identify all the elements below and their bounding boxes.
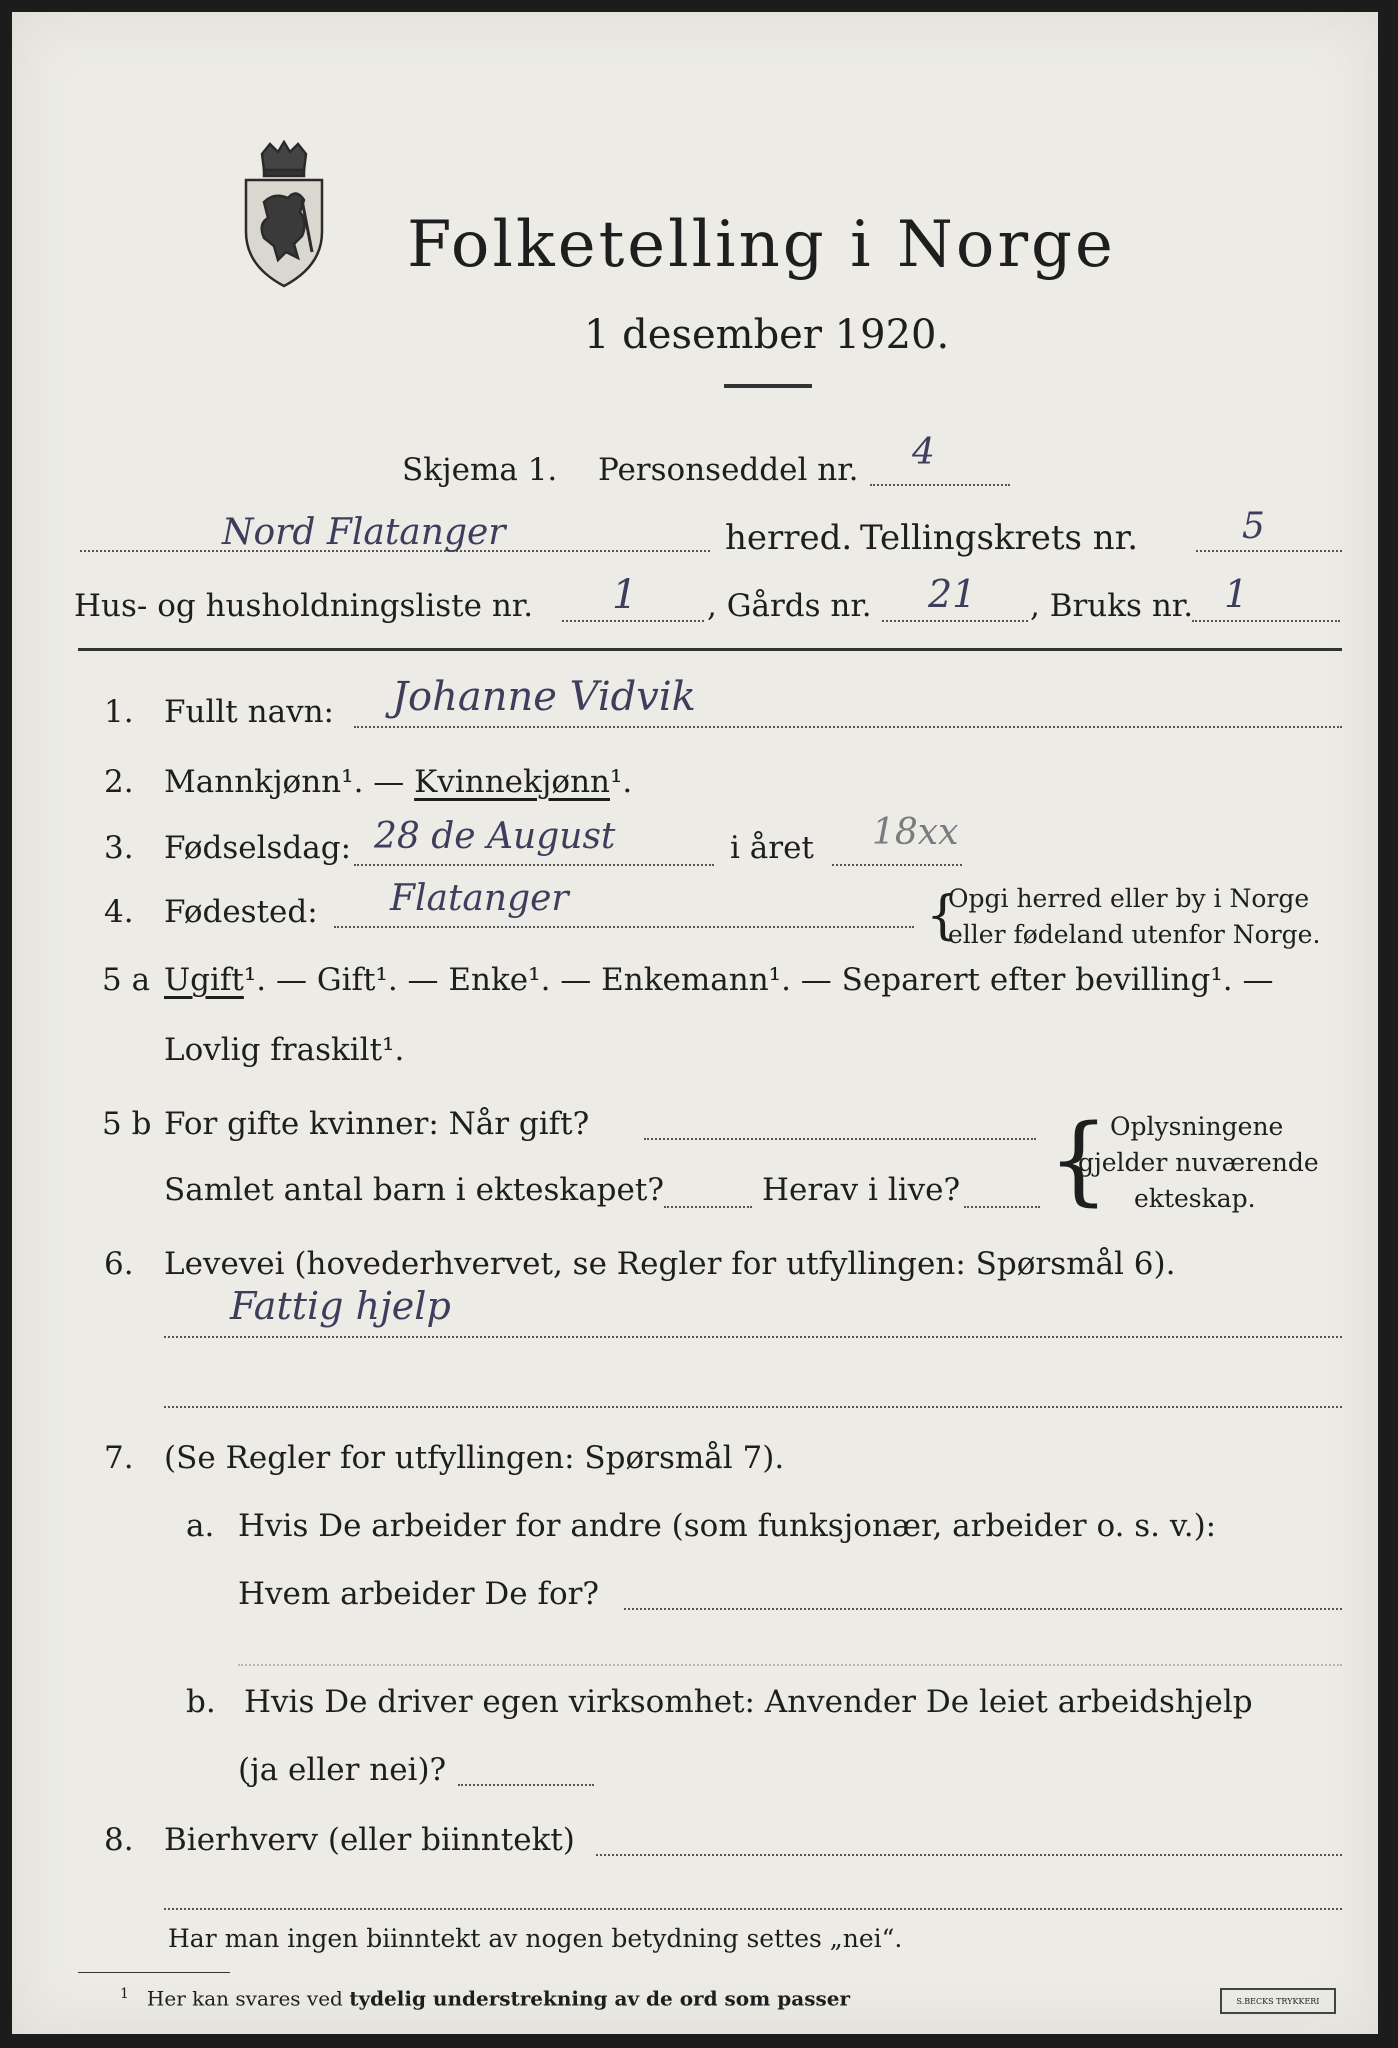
husliste-field[interactable]	[562, 620, 704, 622]
herred-label: herred.	[725, 518, 853, 558]
birthplace-field[interactable]	[334, 926, 914, 928]
title-divider	[724, 384, 812, 388]
footnote-text-bold: tydelig understrekning av de ord som passer	[349, 1986, 850, 2011]
full-name-value: Johanne Vidvik	[392, 674, 696, 720]
side-income-field-2[interactable]	[164, 1908, 1342, 1910]
q5b-note-2: gjelder nuværende	[1078, 1148, 1319, 1177]
bruks-value: 1	[1224, 572, 1249, 616]
bruks-label: , Bruks nr.	[1030, 588, 1194, 624]
tellingskrets-value: 5	[1242, 506, 1265, 547]
occupation-field-1[interactable]	[164, 1336, 1342, 1338]
q2-number: 2.	[104, 764, 134, 800]
q8-number: 8.	[104, 1822, 134, 1858]
full-name-field[interactable]	[354, 726, 1342, 728]
birthday-field[interactable]	[354, 864, 714, 866]
q1-number: 1.	[104, 694, 134, 730]
q4-label: Fødested:	[164, 894, 318, 930]
q5b-note-1: Oplysningene	[1110, 1112, 1284, 1141]
q5b-note-3: ekteskap.	[1134, 1184, 1256, 1213]
birthplace-value: Flatanger	[390, 878, 569, 919]
employer-field-2[interactable]	[238, 1664, 1342, 1666]
husliste-value: 1	[612, 572, 638, 618]
footer-note: Har man ingen biinntekt av nogen betydning settes „nei“.	[168, 1924, 903, 1953]
schema-label: Skjema 1.	[402, 452, 558, 488]
gards-value: 21	[928, 572, 977, 616]
married-date-field[interactable]	[644, 1138, 1036, 1140]
year-label: i året	[730, 830, 814, 866]
q5a-number: 5 a	[102, 962, 151, 998]
footnote-number: 1	[120, 1986, 129, 2002]
q7-number: 7.	[104, 1440, 134, 1476]
q7b-number: b.	[186, 1684, 216, 1720]
tellingskrets-label: Tellingskrets nr.	[860, 518, 1139, 558]
occupation-field-2[interactable]	[164, 1406, 1342, 1408]
q5b-line-2a: Samlet antal barn i ekteskapet?	[164, 1172, 664, 1208]
q1-label: Fullt navn:	[164, 694, 334, 730]
q5b-line-2b: Herav i live?	[762, 1172, 961, 1208]
marital-divorced-option[interactable]: Lovlig fraskilt¹.	[164, 1032, 405, 1068]
printer-stamp	[1220, 1988, 1336, 2014]
gender-footnote-mark: ¹.	[610, 764, 633, 800]
q6-number: 6.	[104, 1246, 134, 1282]
birthday-value: 28 de August	[374, 816, 616, 857]
husliste-label: Hus- og husholdningsliste nr.	[74, 588, 534, 624]
q8-label: Bierhverv (eller biinntekt)	[164, 1822, 575, 1858]
gender-female-option[interactable]: Kvinnekjønn	[414, 764, 610, 800]
gards-label: , Gårds nr.	[707, 588, 872, 624]
q7a-number: a.	[186, 1508, 215, 1544]
occupation-value: Fattig hjelp	[230, 1284, 451, 1328]
q7b-line-2: (ja eller nei)?	[238, 1752, 447, 1788]
personseddel-value: 4	[912, 432, 935, 473]
birthplace-bracket: {	[926, 886, 960, 946]
footnote-divider	[78, 1972, 230, 1973]
birth-year-value: 18xx	[872, 812, 959, 853]
marital-unmarried-option[interactable]: Ugift	[164, 962, 244, 998]
q7a-line-1: Hvis De arbeider for andre (som funksjonær, arbeider o. s. v.):	[238, 1508, 1217, 1544]
form-title: Folketelling i Norge	[407, 208, 1116, 282]
footnote	[120, 1986, 850, 2011]
herred-value: Nord Flatanger	[222, 512, 506, 553]
personseddel-label: Personseddel nr.	[598, 452, 859, 488]
gender-male-option[interactable]: Mannkjønn¹. —	[164, 764, 415, 800]
marital-status-options[interactable]	[164, 962, 1273, 998]
printer-stamp-text: S.BECKS TRYKKERI	[1236, 1996, 1320, 2006]
footnote-text: Her kan svares ved	[146, 1986, 350, 2011]
gender-options[interactable]	[164, 764, 632, 800]
census-form-page	[12, 12, 1378, 2034]
bruks-field[interactable]	[1192, 620, 1340, 622]
q5b-bracket: {	[1048, 1104, 1110, 1216]
form-date: 1 desember 1920.	[584, 312, 950, 358]
children-alive-field[interactable]	[964, 1206, 1040, 1208]
q7a-line-2: Hvem arbeider De for?	[238, 1576, 600, 1612]
birthplace-note-2: eller fødeland utenfor Norge.	[948, 920, 1321, 949]
children-total-field[interactable]	[664, 1206, 752, 1208]
tellingskrets-field[interactable]	[1196, 550, 1342, 552]
q4-number: 4.	[104, 894, 134, 930]
q5b-line-1: For gifte kvinner: Når gift?	[164, 1106, 590, 1142]
q7b-line-1: Hvis De driver egen virksomhet: Anvender De leiet arbeidshjelp	[244, 1684, 1253, 1720]
personseddel-field[interactable]	[870, 484, 1010, 486]
birth-year-field[interactable]	[832, 864, 962, 866]
coat-of-arms-icon	[234, 140, 334, 288]
hired-help-field[interactable]	[458, 1784, 594, 1786]
birthplace-note-1: Opgi herred eller by i Norge	[948, 884, 1310, 913]
employer-field[interactable]	[624, 1608, 1342, 1610]
gards-field[interactable]	[882, 620, 1028, 622]
q7-label: (Se Regler for utfyllingen: Spørsmål 7).	[164, 1440, 785, 1476]
side-income-field[interactable]	[596, 1854, 1342, 1856]
q6-label: Levevei (hovederhvervet, se Regler for utfyllingen: Spørsmål 6).	[164, 1246, 1176, 1282]
marital-other-options[interactable]: ¹. — Gift¹. — Enke¹. — Enkemann¹. — Separert efter bevilling¹. —	[243, 962, 1274, 998]
q3-number: 3.	[104, 830, 134, 866]
q3-label: Fødselsdag:	[164, 830, 352, 866]
section-divider	[78, 648, 1342, 651]
q5b-number: 5 b	[102, 1106, 152, 1142]
